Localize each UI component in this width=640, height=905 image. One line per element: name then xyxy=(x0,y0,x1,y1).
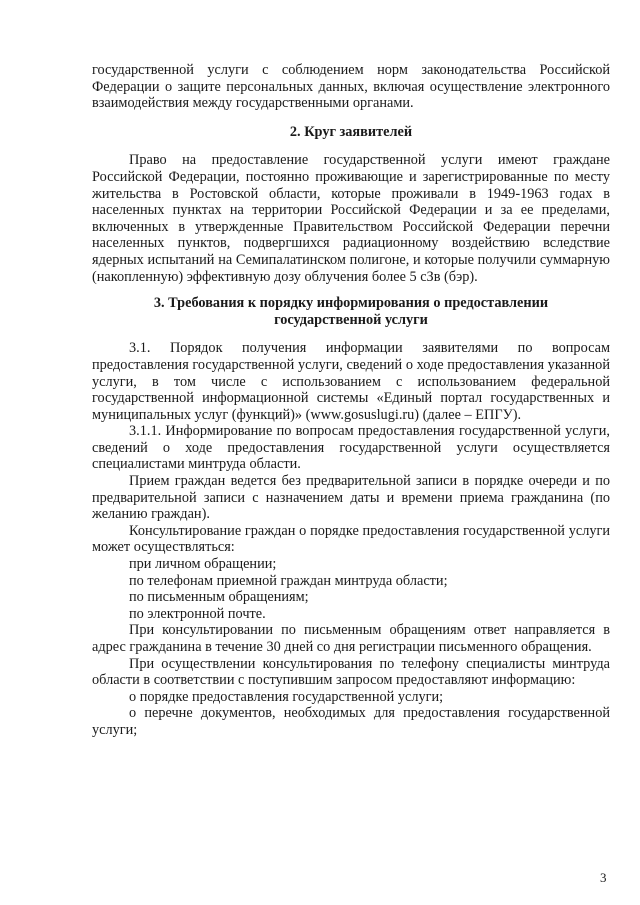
section-3-heading xyxy=(92,295,610,328)
list-item: о порядке предоставления государственной услуги; xyxy=(129,688,444,705)
paragraph-3-1: 3.1. Порядок получения информации заявителями по вопросам предоставления государственной услуги, сведений о ходе предоставления указанной услуги, в том числе с использованием с использованием федеральной государственной информационной системы «Единый портал государственных и муниципальных услуг (функций)» (www.gosuslugi.ru) (далее – ЕПГУ). xyxy=(92,340,610,423)
page-number: 3 xyxy=(600,870,607,885)
paragraph-documents-list: о перечне документов, необходимых для предоставления государственной услуги; xyxy=(92,705,610,738)
list-item: по телефонам приемной граждан минтруда области; xyxy=(129,572,448,589)
section-3-heading-line-2: государственной услуги xyxy=(274,311,428,328)
list-item: по электронной почте. xyxy=(129,605,266,622)
paragraph-consulting: Консультирование граждан о порядке предоставления государственной услуги может осуществляться: xyxy=(92,522,610,556)
section-2-paragraph: Право на предоставление государственной услуги имеют граждане Российской Федерации, постоянно проживающие и зарегистрированные по месту жительства в Ростовской области, которые проживали в 1949-1963 годах в населенных пунктах на территории Российской Федерации и за ее пределами, включенных в утвержденные Правительством Российской Федерации перечни населенных пунктов, подвергшихся радиационному воздействию вследствие ядерных испытаний на Семипалатинском полигоне, и которые получили суммарную (накопленную) эффективную дозу облучения более 5 сЗв (бэр). xyxy=(92,152,610,285)
paragraph-phone-consulting: При осуществлении консультирования по телефону специалисты минтруда области в соответствии с поступившим запросом предоставляют информацию: xyxy=(92,655,610,689)
list-item: при личном обращении; xyxy=(129,556,277,573)
paragraph-reception: Прием граждан ведется без предварительной записи в порядке очереди и по предварительной записи с назначением даты и времени приема гражданина (по желанию граждан). xyxy=(92,473,610,523)
list-item: по письменным обращениям; xyxy=(129,589,309,606)
intro-paragraph: государственной услуги с соблюдением норм законодательства Российской Федерации о защите персональных данных, включая осуществление электронного взаимодействия между государственными органами. xyxy=(92,62,610,112)
section-3-heading-line-1: 3. Требования к порядку информирования о предоставлении xyxy=(153,295,549,312)
paragraph-written-requests: При консультировании по письменным обращениям ответ направляется в адрес гражданина в течение 30 дней со дня регистрации письменного обращения. xyxy=(92,622,610,655)
document-body xyxy=(92,62,610,739)
paragraph-3-1-1: 3.1.1. Информирование по вопросам предоставления государственной услуги, сведений о ходе предоставления государственной услуги осуществляется специалистами минтруда области. xyxy=(92,423,610,473)
section-2-heading: 2. Круг заявителей xyxy=(289,123,413,140)
